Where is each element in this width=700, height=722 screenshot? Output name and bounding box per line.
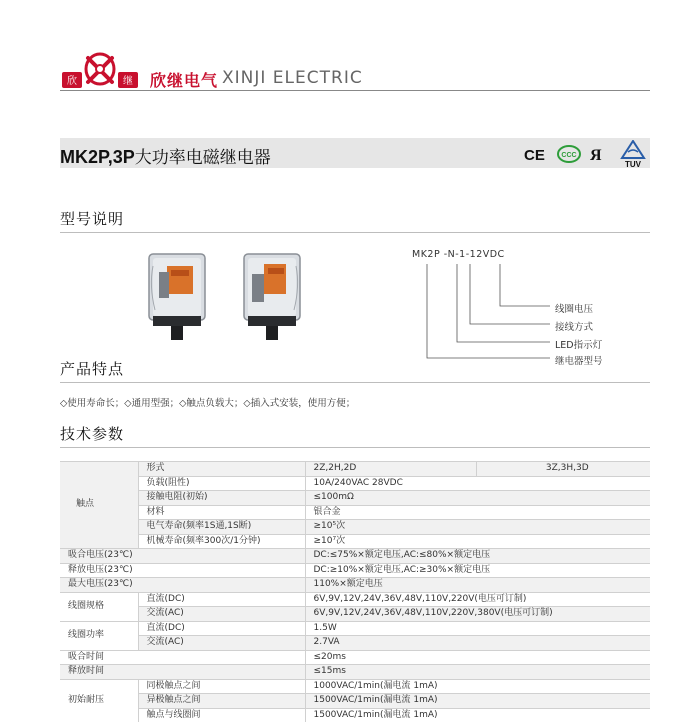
row-label: 线圈功率 [60,621,138,650]
cell-value: 1500VAC/1min(漏电流 1mA) [305,708,650,722]
row-label: 吸合时间 [60,650,305,665]
table-row [60,563,650,578]
relay-image-side [240,252,304,344]
cell-sub: 交流(AC) [138,607,305,622]
table-row [60,505,650,520]
cell-value: 2Z,2H,2D [305,462,476,477]
section-divider [60,382,650,383]
brand-name-cn: 欣继电气 [150,71,219,90]
cell-sub: 直流(DC) [138,592,305,607]
cell-value: 银合金 [305,505,650,520]
ul-mark-icon [590,144,612,164]
logo-right-char: 继 [123,76,133,87]
cell-sub: 形式 [138,462,305,477]
table-row [60,592,650,607]
cell-value: 2.7VA [305,636,650,651]
logo-emblem-icon [86,54,114,84]
tuv-mark-icon [620,140,646,168]
header-divider [60,90,650,91]
row-label: 线圈规格 [60,592,138,621]
relay-image-front [145,252,209,344]
cell-value: 1000VAC/1min(漏电流 1mA) [305,679,650,694]
legend-relay-model: 继电器型号 [555,356,603,367]
cell-sub: 接触电阻(初始) [138,491,305,506]
spec-table [60,461,650,722]
cell-sub: 触点与线圈间 [138,708,305,722]
table-row [60,636,650,651]
section-specs: 技术参数 [60,425,125,443]
xinji-logo [60,52,140,90]
table-row [60,621,650,636]
cell-sub: 异极触点之间 [138,694,305,709]
logo-left-char: 欣 [67,76,77,87]
certification-marks [524,140,646,168]
table-row [60,694,650,709]
row-label: 释放时间 [60,665,305,680]
svg-text:Я: Я [590,147,602,164]
title-name: 大功率电磁继电器 [134,148,271,168]
table-row [60,534,650,549]
cell-sub: 材料 [138,505,305,520]
table-row [60,549,650,564]
svg-text:CCC: CCC [561,152,577,159]
legend-wiring: 接线方式 [555,322,594,333]
table-row [60,520,650,535]
cell-value: 110%×额定电压 [305,578,650,593]
cell-value: ≤15ms [305,665,650,680]
table-row [60,491,650,506]
cell-value: 3Z,3H,3D [476,462,650,477]
cell-value: 10A/240VAC 28VDC [305,476,650,491]
legend-led: LED指示灯 [555,340,603,351]
table-row [60,607,650,622]
table-row [60,578,650,593]
row-label: 初始耐压 [60,679,138,722]
brand-name-en: XINJI ELECTRIC [222,68,363,88]
row-label: 最大电压(23℃) [60,578,305,593]
cell-value: ≥10⁷次 [305,534,650,549]
section-divider [60,232,650,233]
row-label: 释放电压(23℃) [60,563,305,578]
cell-value: DC:≤75%×额定电压,AC:≤80%×额定电压 [305,549,650,564]
table-row [60,650,650,665]
table-row [60,665,650,680]
page-title [60,143,271,168]
table-row [60,679,650,694]
table-row [60,476,650,491]
cell-value: 6V,9V,12V,24V,36V,48V,110V,220V(电压可订制) [305,592,650,607]
model-code-leader-lines [400,260,650,370]
row-label: 吸合电压(23℃) [60,549,305,564]
cell-sub: 负载(阻性) [138,476,305,491]
model-code: MK2P -N-1-12VDC [412,249,505,260]
cell-value: 6V,9V,12V,24V,36V,48V,110V,220V,380V(电压可订制) [305,607,650,622]
cell-sub: 电气寿命(频率1S通,1S断) [138,520,305,535]
section-divider [60,447,650,448]
svg-text:TUV: TUV [625,160,641,168]
table-row [60,708,650,722]
cell-sub: 直流(DC) [138,621,305,636]
cell-value: ≥10⁵次 [305,520,650,535]
row-label-contact: 触点 [60,462,138,549]
legend-coil-voltage: 线圈电压 [555,304,594,315]
svg-text:CE: CE [524,147,545,164]
cell-sub: 同极触点之间 [138,679,305,694]
table-row [60,462,650,477]
ccc-mark-icon [556,144,582,164]
section-features: 产品特点 [60,360,125,378]
section-model-desc: 型号说明 [60,210,125,228]
title-model: MK2P,3P [60,147,135,167]
cell-value: ≤100mΩ [305,491,650,506]
cell-sub: 机械寿命(频率300次/1分钟) [138,534,305,549]
ce-mark-icon [524,144,548,164]
features-text: ◇使用寿命长；◇通用型强；◇触点负载大；◇插入式安装，使用方便； [60,398,356,409]
cell-value: DC:≥10%×额定电压,AC:≥30%×额定电压 [305,563,650,578]
cell-value: 1.5W [305,621,650,636]
cell-value: 1500VAC/1min(漏电流 1mA) [305,694,650,709]
cell-sub: 交流(AC) [138,636,305,651]
cell-value: ≤20ms [305,650,650,665]
